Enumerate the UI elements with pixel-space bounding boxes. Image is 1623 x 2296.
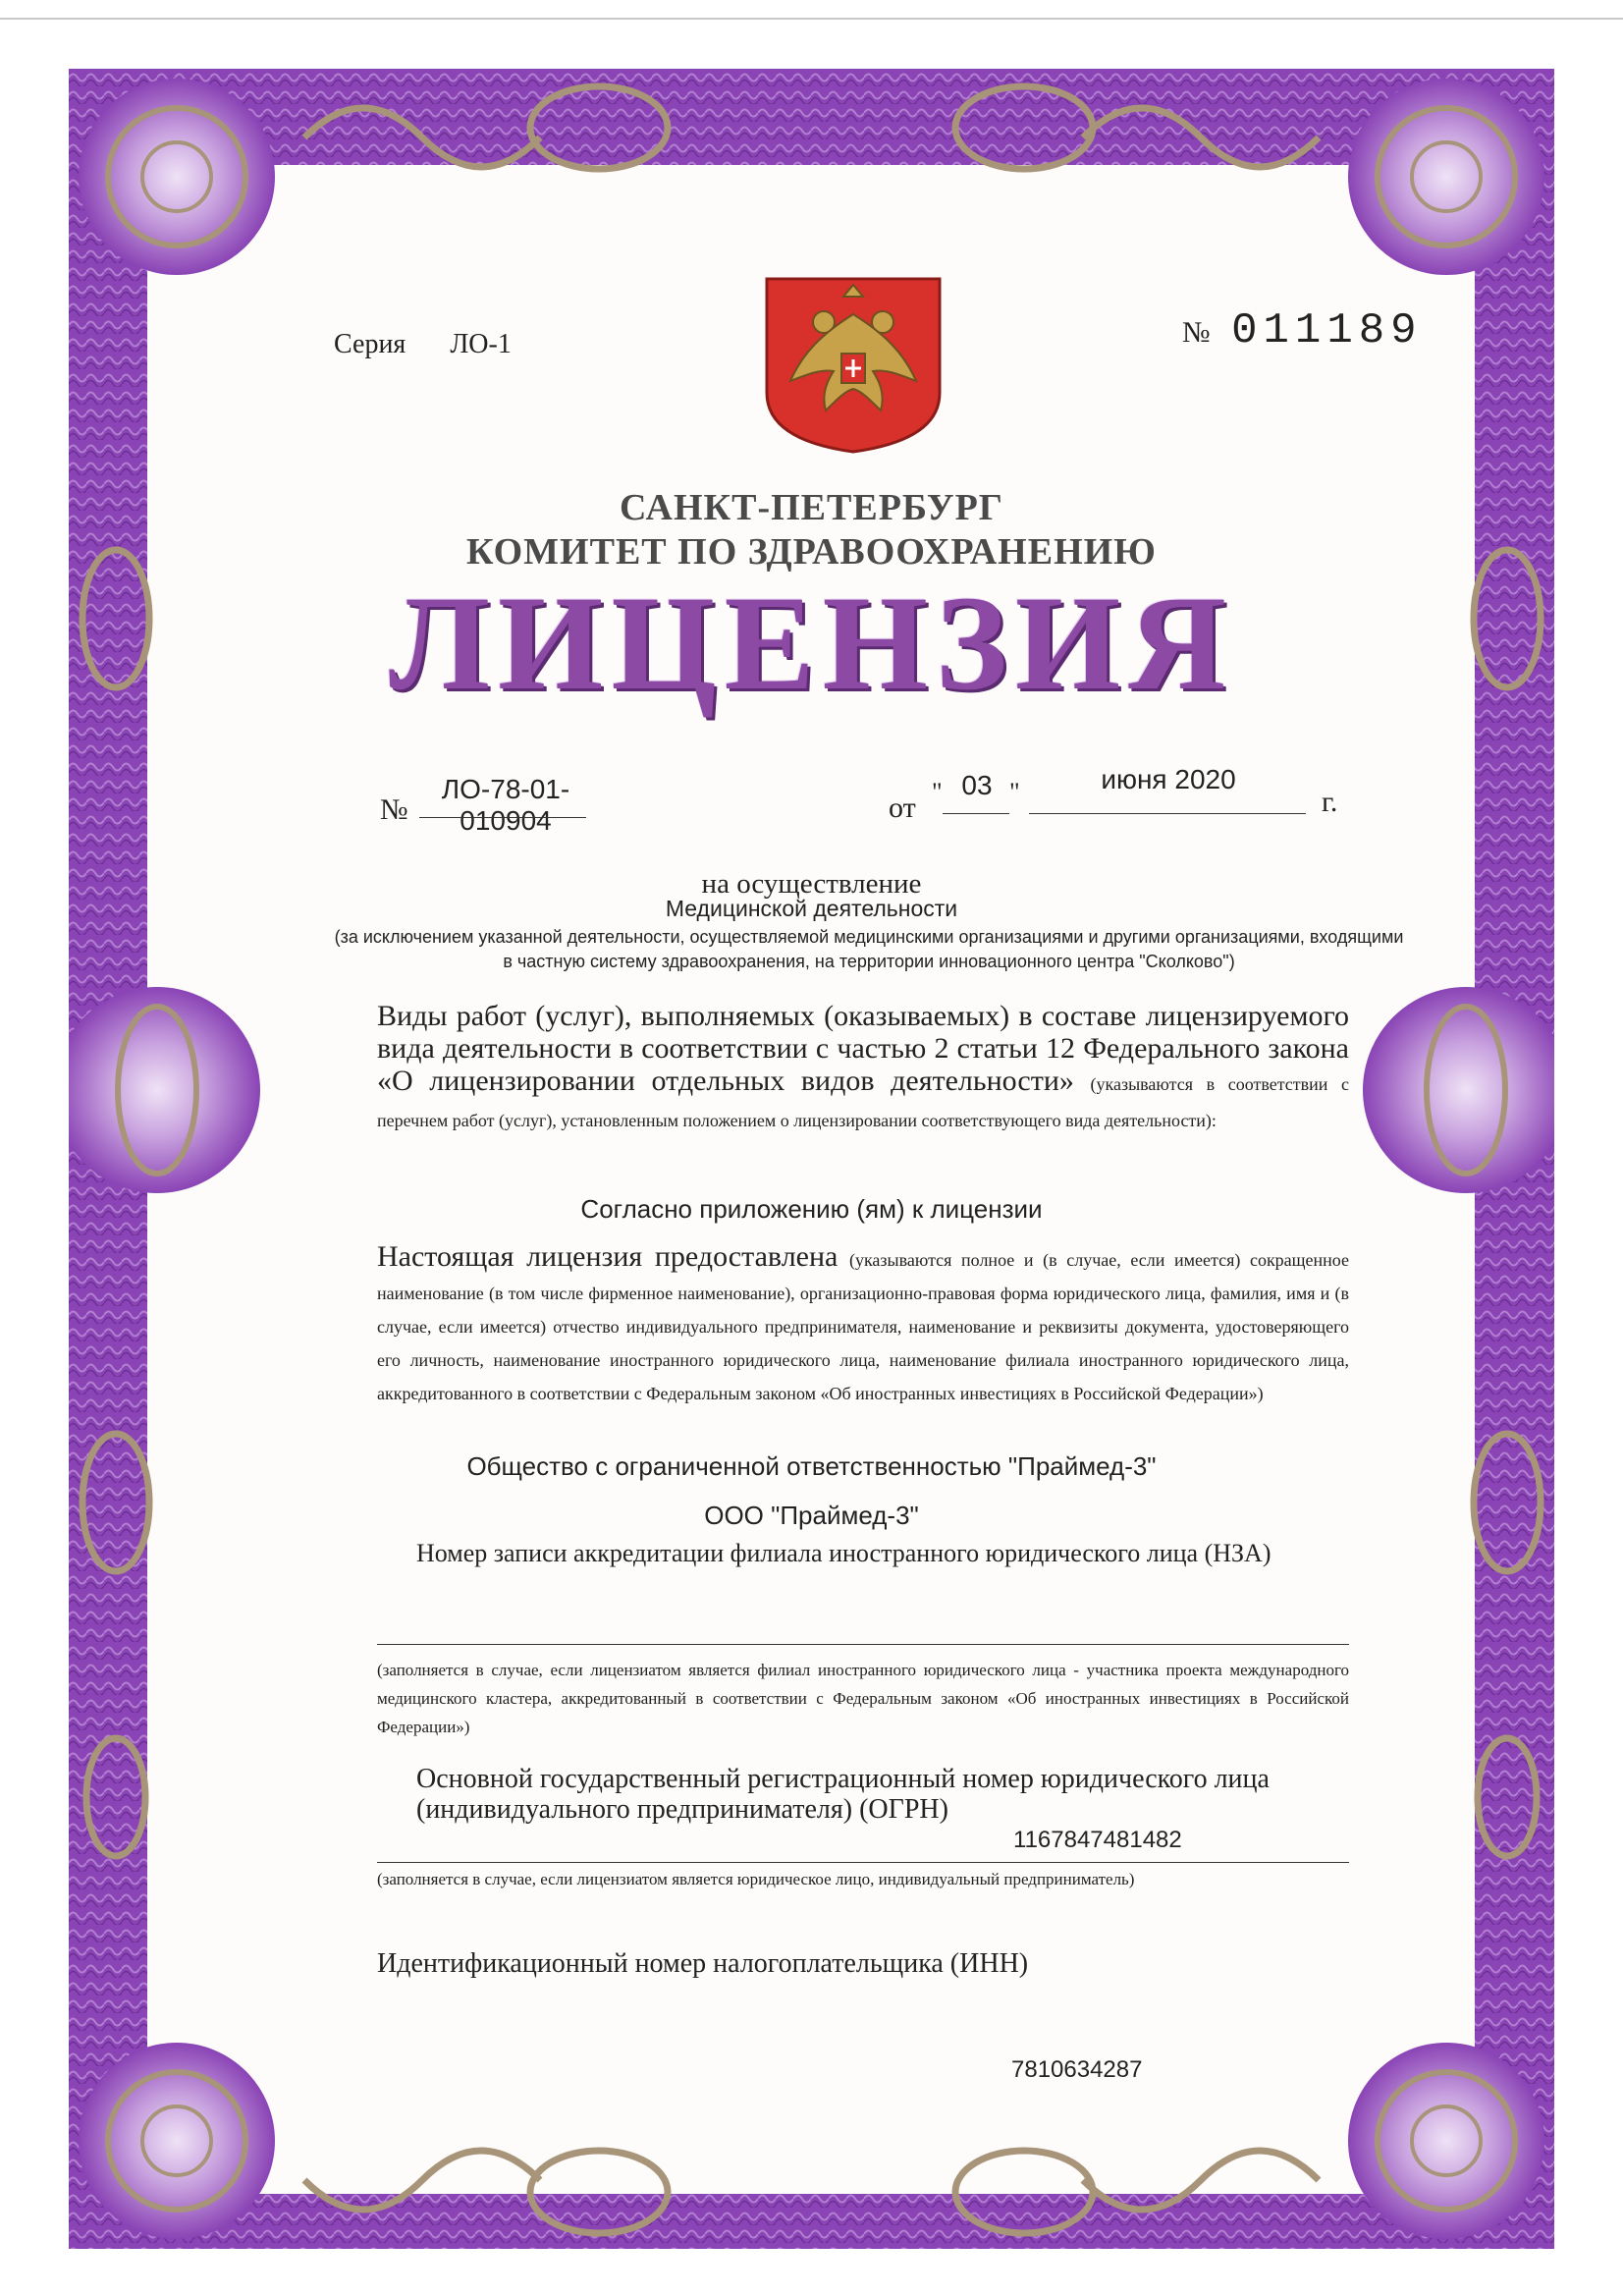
ogrn-underline: [377, 1862, 1349, 1863]
license-day: 03: [961, 770, 993, 800]
date-quote-close: ": [1009, 778, 1020, 806]
series-value: ЛО-1: [450, 329, 512, 359]
ogrn-note: (заполняется в случае, если лицензиатом является юридическое лицо, индивидуальный предприниматель): [377, 1870, 1135, 1888]
issuer-committee: КОМИТЕТ ПО ЗДРАВООХРАНЕНИЮ: [466, 531, 1157, 573]
side-rosette-left-icon: [69, 987, 260, 1193]
blank-number-block: [1182, 306, 1423, 355]
document-title: ЛИЦЕНЗИЯ: [389, 568, 1234, 718]
month-underline: [1029, 813, 1306, 814]
series-label: Серия: [334, 329, 406, 359]
number-sign: №: [1182, 316, 1211, 349]
series-block: [334, 329, 512, 360]
activity-note: (за исключением указанной деятельности, осуществляемой медицинскими организациями и другими организациями, входящими в частную систему здравоохранения, на территории инновационного центра "Сколково"): [334, 927, 1404, 971]
nza-label: Номер записи аккредитации филиала иностранного юридического лица (НЗА): [416, 1539, 1271, 1567]
activity-intro: на осуществление: [701, 868, 922, 900]
bottom-medallion-icon: [304, 2151, 1319, 2233]
corner-rosette-bottom-right-icon: [1348, 2043, 1544, 2239]
day-underline: [943, 813, 1009, 814]
works-value: Согласно приложению (ям) к лицензии: [580, 1194, 1043, 1224]
nza-note: (заполняется в случае, если лицензиатом является филиал иностранного юридического лица - участника проекта международного медицинского кластера, аккредитованный в соответствии с Федеральным законом «Об иностранных инвестициях в Российской Федерации»): [377, 1661, 1349, 1736]
side-rosette-right-icon: [1363, 987, 1554, 1193]
license-month-year: июня 2020: [1101, 764, 1236, 794]
year-suffix: г.: [1322, 786, 1338, 818]
organization-short-name: ООО "Праймед-3": [704, 1501, 919, 1530]
provided-lead: Настоящая лицензия предоставлена: [377, 1240, 839, 1273]
works-note: (указываются в соответствии с перечнем работ (услуг), установленным положением о лицензировании соответствующего вида деятельности):: [377, 1074, 1350, 1130]
license-number: ЛО-78-01-010904: [441, 774, 570, 836]
inn-value: 7810634287: [1011, 2056, 1143, 2083]
issuer-city: САНКТ-ПЕТЕРБУРГ: [620, 487, 1003, 528]
corner-rosette-top-right-icon: [1348, 79, 1544, 275]
license-number-underline: [419, 817, 586, 818]
date-quote-open: ": [932, 778, 943, 806]
provided-note: (указываются полное и (в случае, если имеется) сокращенное наименование (в том числе фирменное наименование), организационно-правовая форма юридического лица, фамилия, имя и (в случае, если имеется) отчество индивидуального предпринимателя, наименование и реквизиты документа, удостоверяющего его личность, наименование иностранного юридического лица, наименование филиала иностранного юридического лица, аккредитованного в соответствии с Федеральным законом «Об иностранных инвестициях в Российской Федерации»): [377, 1250, 1349, 1403]
ogrn-value: 1167847481482: [1013, 1827, 1182, 1853]
provided-paragraph: [377, 1241, 1349, 1409]
inn-label: Идентификационный номер налогоплательщика (ИНН): [377, 1948, 1029, 1979]
activity-name: Медицинской деятельности: [665, 896, 958, 921]
top-medallion-icon: [304, 86, 1319, 169]
ogrn-label: Основной государственный регистрационный номер юридического лица (индивидуального предпринимателя) (ОГРН): [416, 1764, 1270, 1825]
corner-rosette-top-left-icon: [79, 79, 275, 275]
nza-underline: [377, 1644, 1349, 1645]
works-text: Виды работ (услуг), выполняемых (оказываемых) в составе лицензируемого вида деятельности в соответствии с частью 2 статьи 12 Федерального закона «О лицензировании отдельных видов деятельности»: [377, 1000, 1349, 1097]
blank-number: 011189: [1231, 306, 1423, 355]
scan-edge-line: [0, 18, 1623, 20]
license-number-sign: №: [380, 793, 408, 826]
russian-coat-of-arms-icon: [763, 275, 944, 456]
corner-rosette-bottom-left-icon: [79, 2043, 275, 2239]
works-paragraph: [377, 1000, 1349, 1137]
date-from-label: от: [889, 792, 916, 824]
organization-full-name: Общество с ограниченной ответственностью "Праймед-3": [466, 1451, 1157, 1481]
